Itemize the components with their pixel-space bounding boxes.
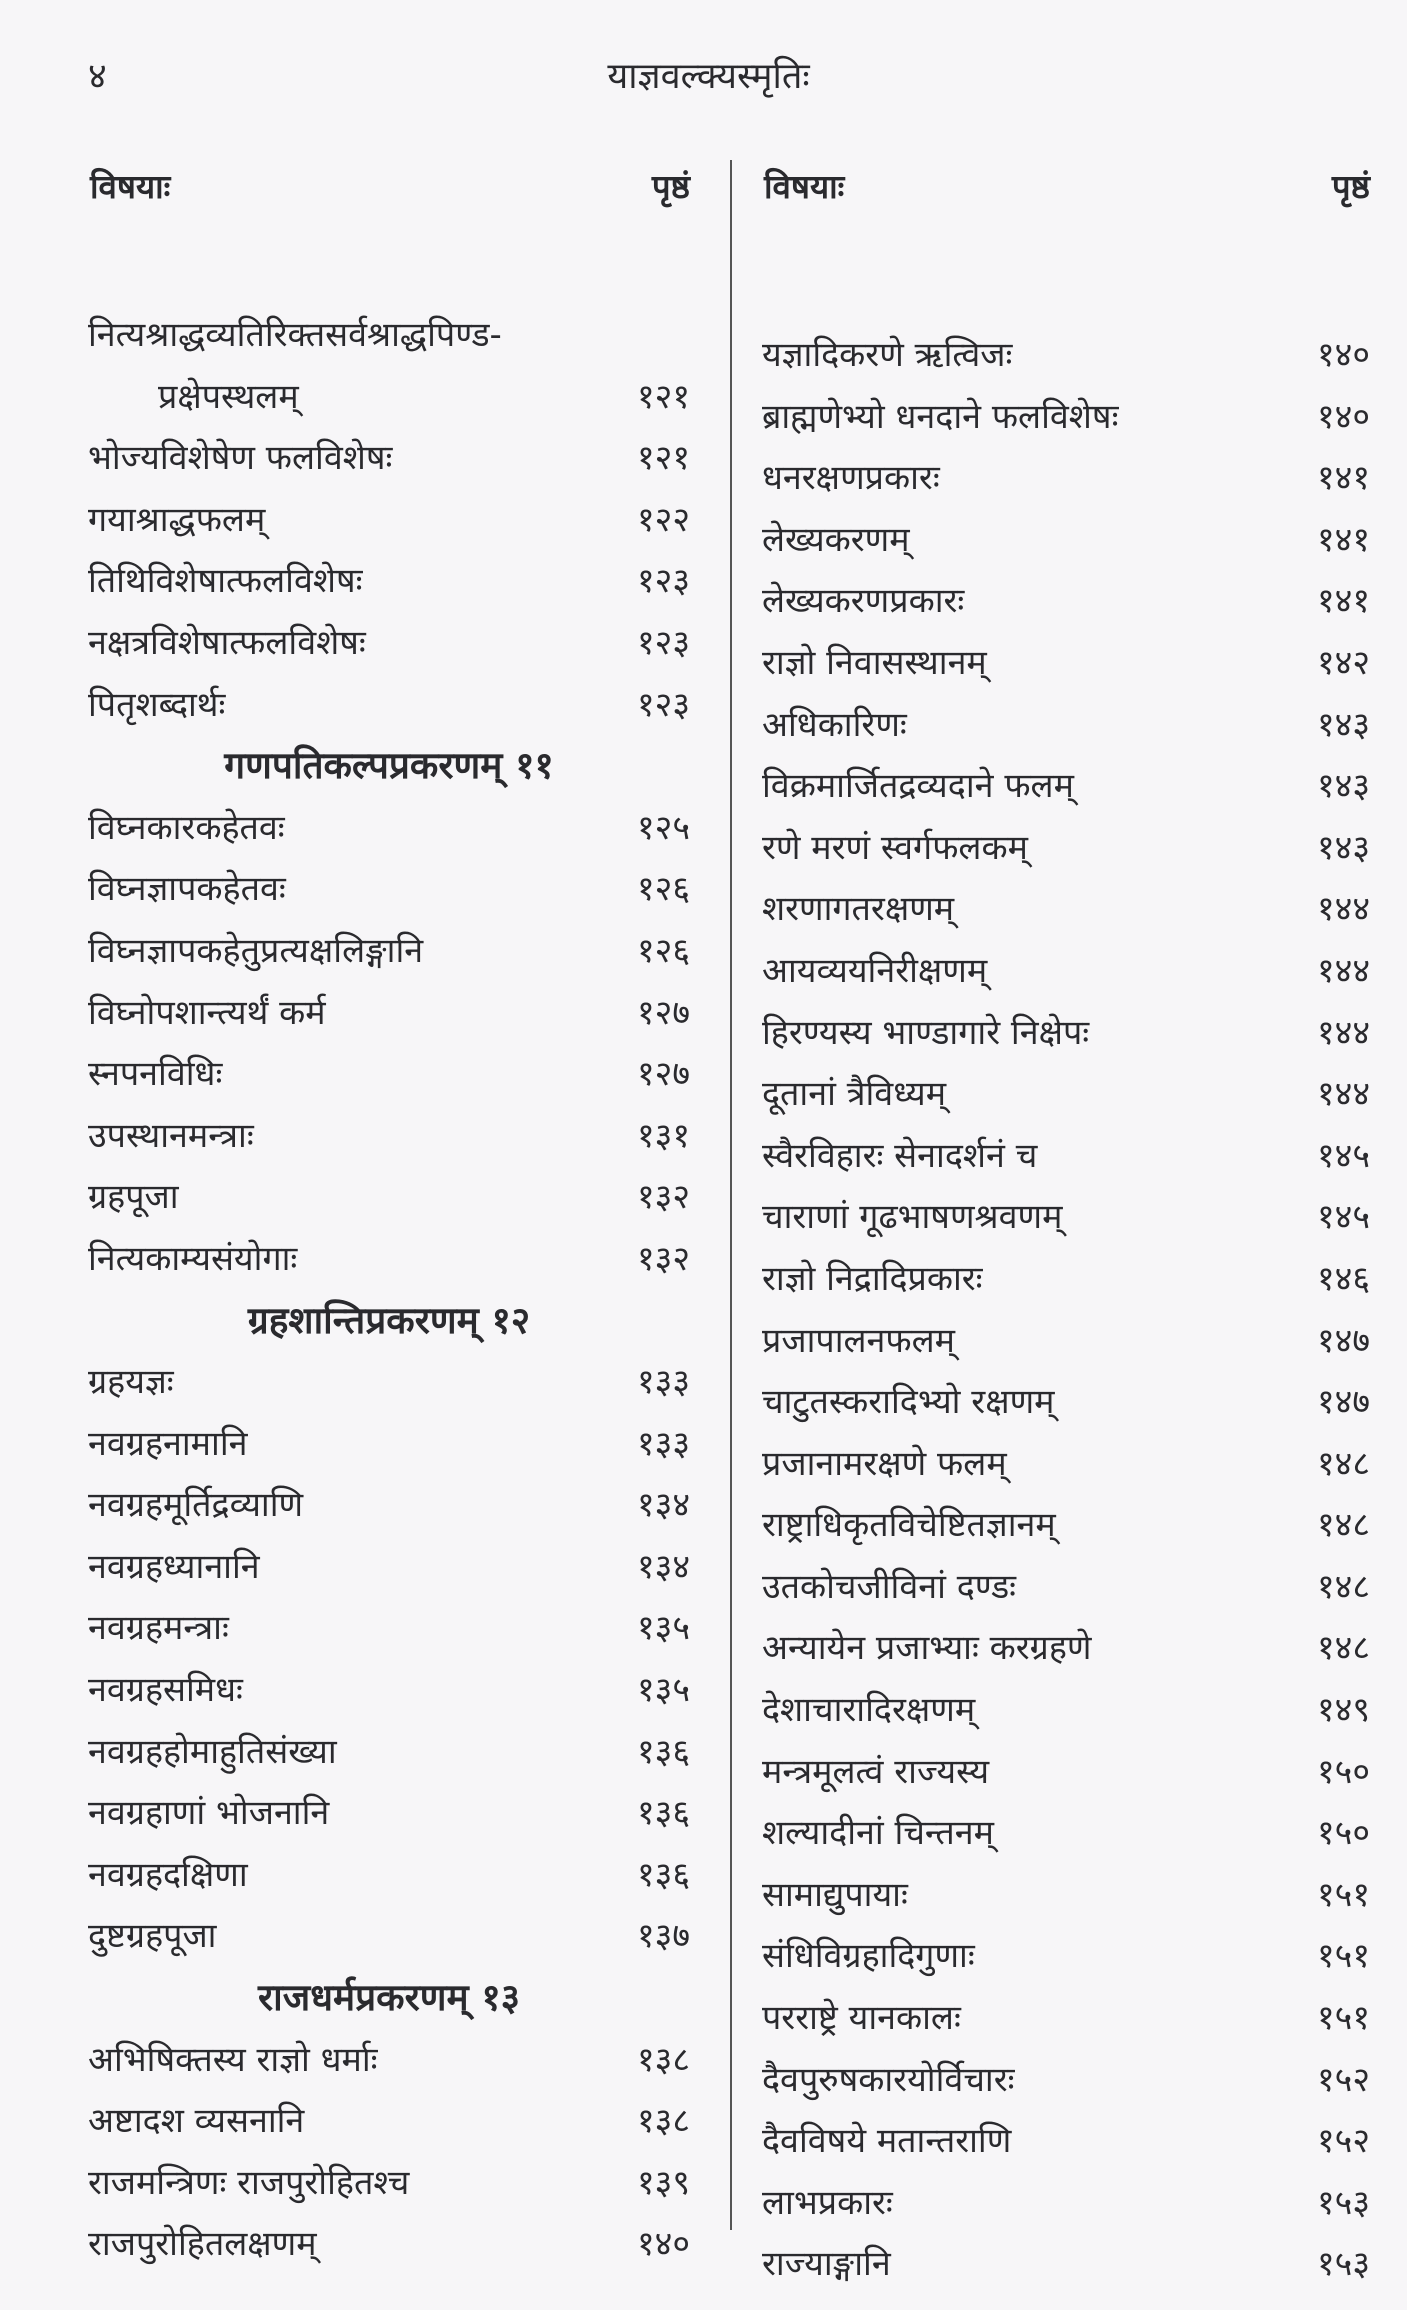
toc-entry: [88, 615, 690, 677]
toc-entry: [762, 1805, 1370, 1867]
toc-entry: [88, 1477, 690, 1539]
entry-subject: शल्यादीनां चिन्तनम्: [762, 1813, 994, 1854]
entry-page-number: १४०: [636, 2224, 690, 2265]
entry-page-number: १२२: [636, 499, 690, 540]
toc-entry: [762, 512, 1370, 574]
entry-subject: ब्राह्मणेभ्यो धनदाने फलविशेषः: [762, 396, 1119, 437]
entry-page-number: १४१: [1316, 458, 1370, 499]
toc-entry: [88, 430, 690, 492]
toc-entry: [88, 1416, 690, 1478]
entry-subject: लेख्यकरणम्: [762, 519, 910, 560]
entry-page-number: १३५: [636, 1670, 690, 1711]
column-divider: [730, 160, 732, 2230]
entry-page-number: १५०: [1316, 1813, 1370, 1854]
entry-subject: दैवपुरुषकारयोर्विचारः: [762, 2059, 1015, 2100]
toc-entry: [762, 943, 1370, 1005]
subject-column-heading: विषयाः: [764, 167, 845, 206]
entry-subject: नवग्रहध्यानानि: [88, 1546, 260, 1587]
toc-entry: [762, 881, 1370, 943]
toc-entry: [88, 1662, 690, 1724]
entry-page-number: १३९: [636, 2162, 690, 2203]
toc-entry: [88, 923, 690, 985]
entry-subject: विघ्नज्ञापकहेतवः: [88, 869, 286, 910]
toc-entry: [88, 1354, 690, 1416]
toc-entry: [88, 677, 690, 739]
toc-entry: [762, 450, 1370, 512]
entry-subject: मन्त्रमूलत्वं राज्यस्य: [762, 1751, 990, 1792]
entry-page-number: १४८: [1316, 1505, 1370, 1546]
entry-subject: चाराणां गूढभाषणश्रवणम्: [762, 1197, 1063, 1238]
entry-subject: नवग्रहमन्त्राः: [88, 1608, 229, 1649]
toc-entry: [88, 2216, 690, 2278]
entry-page-number: १४४: [1316, 1074, 1370, 1115]
entry-subject: राज्ञो निद्रादिप्रकारः: [762, 1258, 983, 1299]
section-title: ग्रहशान्तिप्रकरणम् १२: [247, 1298, 531, 1342]
entry-page-number: १३२: [636, 1238, 690, 1279]
toc-entry: [762, 1374, 1370, 1436]
entry-page-number: १५०: [1316, 1751, 1370, 1792]
section-title: राजधर्मप्रकरणम् १३: [258, 1976, 520, 2020]
toc-entry: [88, 1847, 690, 1909]
entry-page-number: १४७: [1316, 1382, 1370, 1423]
entry-page-number: १४४: [1316, 1012, 1370, 1053]
toc-entry: [762, 2052, 1370, 2114]
entry-page-number: १२३: [636, 622, 690, 663]
entry-page-number: १५३: [1316, 2182, 1370, 2223]
toc-entry: [762, 1313, 1370, 1375]
entry-subject: अधिकारिणः: [762, 704, 907, 745]
toc-entry: [762, 2236, 1370, 2298]
entry-subject: विक्रमार्जितद्रव्यदाने फलम्: [762, 766, 1074, 807]
entry-subject: शरणागतरक्षणम्: [762, 889, 955, 930]
toc-entry: [762, 1928, 1370, 1990]
entry-subject: ग्रहपूजा: [88, 1177, 179, 1218]
entry-subject: राजपुरोहितलक्षणम्: [88, 2224, 317, 2265]
toc-entry: [88, 2032, 690, 2094]
toc-entry: [88, 985, 690, 1047]
entry-page-number: १२३: [636, 684, 690, 725]
entry-subject: प्रजापालनफलम्: [762, 1320, 956, 1361]
entry-page-number: १४७: [1316, 1320, 1370, 1361]
section-heading: [88, 1293, 690, 1355]
toc-entry: [88, 800, 690, 862]
toc-entry: [762, 1436, 1370, 1498]
toc-entry: [88, 492, 690, 554]
entry-page-number: १४३: [1316, 704, 1370, 745]
entry-page-number: १३४: [636, 1546, 690, 1587]
entry-page-number: १४८: [1316, 1443, 1370, 1484]
right-entry-list: [762, 327, 1370, 2298]
entry-page-number: १२३: [636, 561, 690, 602]
entry-page-number: १४८: [1316, 1628, 1370, 1669]
entry-subject: पितृशब्दार्थः: [88, 684, 226, 725]
entry-subject: दैवविषये मतान्तराणि: [762, 2121, 1012, 2162]
entry-page-number: १३४: [636, 1485, 690, 1526]
entry-page-number: १४८: [1316, 1566, 1370, 1607]
toc-entry: [762, 1251, 1370, 1313]
entry-subject: स्नपनविधिः: [88, 1054, 223, 1095]
toc-entry: [762, 1620, 1370, 1682]
toc-entry: [88, 1108, 690, 1170]
entry-page-number: १४०: [1316, 335, 1370, 375]
toc-entry: [762, 1189, 1370, 1251]
toc-entry: [762, 1682, 1370, 1744]
toc-entry: [88, 1539, 690, 1601]
toc-entry: [762, 573, 1370, 635]
page-number: ४: [88, 56, 107, 97]
toc-entry: [88, 1046, 690, 1108]
entry-subject: नवग्रहसमिधः: [88, 1670, 243, 1711]
entry-page-number: १३६: [636, 1793, 690, 1834]
entry-page-number: १२७: [636, 1054, 690, 1095]
entry-page-number: १३८: [636, 2101, 690, 2142]
toc-entry: [88, 307, 690, 369]
right-column-header: [762, 155, 1370, 215]
entry-subject: चाटुतस्करादिभ्यो रक्षणम्: [762, 1382, 1055, 1423]
toc-entry: [762, 1990, 1370, 2052]
entry-page-number: १३३: [636, 1362, 690, 1403]
entry-page-number: १५२: [1316, 2121, 1370, 2162]
entry-subject: स्वैरविहारः सेनादर्शनं च: [762, 1135, 1038, 1176]
entry-subject: नवग्रहदक्षिणा: [88, 1854, 248, 1895]
section-heading: [88, 738, 690, 800]
entry-page-number: १४१: [1316, 581, 1370, 622]
entry-page-number: १५२: [1316, 2059, 1370, 2100]
entry-subject: प्रजानामरक्षणे फलम्: [762, 1443, 1007, 1484]
entry-page-number: १३७: [636, 1916, 690, 1957]
entry-page-number: १४९: [1316, 1690, 1370, 1731]
toc-entry: [762, 1559, 1370, 1621]
page-column-heading: पृष्ठं: [1331, 167, 1370, 206]
toc-entry: [762, 697, 1370, 759]
entry-page-number: १४१: [1316, 519, 1370, 560]
entry-page-number: १३६: [636, 1731, 690, 1772]
entry-page-number: १२५: [636, 807, 690, 848]
entry-page-number: १२६: [636, 869, 690, 910]
entry-page-number: १२१: [636, 376, 690, 417]
entry-page-number: १५३: [1316, 2244, 1370, 2285]
running-title: याज्ञवल्क्यस्मृतिः: [607, 56, 810, 97]
toc-entry: [88, 1231, 690, 1293]
entry-subject: ग्रहयज्ञः: [88, 1362, 174, 1403]
entry-subject: संधिविग्रहादिगुणाः: [762, 1936, 975, 1977]
toc-entry: [88, 1908, 690, 1970]
entry-subject: तिथिविशेषात्फलविशेषः: [88, 561, 363, 602]
subject-column-heading: विषयाः: [90, 167, 171, 206]
toc-entry: [762, 1497, 1370, 1559]
toc-entry: [88, 861, 690, 923]
section-title: गणपतिकल्पप्रकरणम् ११: [224, 744, 554, 788]
entry-subject: नक्षत्रविशेषात्फलविशेषः: [88, 622, 366, 663]
entry-page-number: १३८: [636, 2039, 690, 2080]
entry-subject: परराष्ट्रे यानकालः: [762, 1998, 961, 2039]
toc-entry: [762, 389, 1370, 451]
entry-subject: नवग्रहहोमाहुतिसंख्या: [88, 1731, 337, 1772]
entry-subject: नवग्रहमूर्तिद्रव्याणि: [88, 1485, 304, 1526]
entry-subject: अन्यायेन प्रजाभ्याः करग्रहणे: [762, 1628, 1092, 1669]
entry-subject: दूतानां त्रैविध्यम्: [762, 1074, 947, 1115]
entry-page-number: १३५: [636, 1608, 690, 1649]
entry-page-number: १५१: [1316, 1936, 1370, 1977]
entry-subject: हिरण्यस्य भाण्डागारे निक्षेपः: [762, 1012, 1090, 1053]
entry-subject: यज्ञादिकरणे ऋत्विजः: [762, 335, 1013, 375]
entry-page-number: १३१: [636, 1115, 690, 1156]
toc-entry: [88, 1169, 690, 1231]
entry-page-number: १४३: [1316, 827, 1370, 868]
entry-subject: देशाचारादिरक्षणम्: [762, 1690, 976, 1731]
toc-entry: [762, 1744, 1370, 1806]
entry-page-number: १५१: [1316, 1998, 1370, 2039]
entry-subject: दुष्टग्रहपूजा: [88, 1916, 217, 1957]
section-heading: [88, 1970, 690, 2032]
toc-entry: [88, 553, 690, 615]
entry-page-number: १४३: [1316, 766, 1370, 807]
page-column-heading: पृष्ठं: [651, 167, 690, 206]
entry-subject: उपस्थानमन्त्राः: [88, 1115, 254, 1156]
entry-page-number: १२६: [636, 930, 690, 971]
entry-page-number: १३३: [636, 1423, 690, 1464]
entry-subject: विघ्नकारकहेतवः: [88, 807, 285, 848]
entry-subject: अभिषिक्तस्य राज्ञो धर्माः: [88, 2039, 378, 2080]
entry-page-number: १४५: [1316, 1197, 1370, 1238]
entry-page-number: १३६: [636, 1854, 690, 1895]
toc-entry: [762, 1005, 1370, 1067]
entry-page-number: १४४: [1316, 889, 1370, 930]
toc-entry: [762, 2175, 1370, 2237]
entry-subject: राष्ट्राधिकृतविचेष्टितज्ञानम्: [762, 1505, 1056, 1546]
entry-subject: अष्टादश व्यसनानि: [88, 2101, 305, 2142]
entry-subject: लेख्यकरणप्रकारः: [762, 581, 965, 622]
entry-page-number: १२७: [636, 992, 690, 1033]
toc-entry: [88, 1724, 690, 1786]
toc-entry: [762, 327, 1370, 389]
entry-subject: सामाद्युपायाः: [762, 1874, 908, 1915]
entry-subject: नित्यश्राद्धव्यतिरिक्तसर्वश्राद्धपिण्ड-: [88, 315, 502, 355]
entry-subject: राज्ञो निवासस्थानम्: [762, 642, 987, 683]
entry-subject: विघ्नज्ञापकहेतुप्रत्यक्षलिङ्गानि: [88, 930, 424, 971]
entry-subject: गयाश्राद्धफलम्: [88, 499, 266, 540]
entry-subject: नवग्रहाणां भोजनानि: [88, 1793, 330, 1834]
entry-subject: प्रक्षेपस्थलम्: [158, 376, 299, 417]
toc-entry: [88, 1600, 690, 1662]
toc-entry: [762, 820, 1370, 882]
toc-entry: [88, 1785, 690, 1847]
entry-subject: राज्याङ्गानि: [762, 2244, 891, 2285]
entry-page-number: १४०: [1316, 396, 1370, 437]
entry-subject: उतकोचजीविनां दण्डः: [762, 1566, 1017, 1607]
right-column: [762, 155, 1370, 2298]
left-entry-list: [88, 307, 690, 2278]
entry-page-number: १४२: [1316, 642, 1370, 683]
entry-subject: नित्यकाम्यसंयोगाः: [88, 1238, 298, 1279]
entry-page-number: १२१: [636, 438, 690, 479]
entry-subject: लाभप्रकारः: [762, 2182, 893, 2223]
entry-page-number: १३२: [636, 1177, 690, 1218]
entry-subject: धनरक्षणप्रकारः: [762, 458, 940, 499]
toc-entry: [88, 2155, 690, 2217]
entry-subject: राजमन्त्रिणः राजपुरोहितश्च: [88, 2162, 410, 2203]
toc-entry: [762, 2113, 1370, 2175]
toc-entry: [762, 1128, 1370, 1190]
toc-entry: [762, 635, 1370, 697]
toc-entry: [762, 758, 1370, 820]
toc-entry: [762, 1867, 1370, 1929]
entry-subject: विघ्नोपशान्त्यर्थं कर्म: [88, 992, 326, 1033]
entry-page-number: १४६: [1316, 1258, 1370, 1299]
toc-entry: [88, 369, 690, 431]
entry-subject: आयव्ययनिरीक्षणम्: [762, 950, 988, 991]
entry-subject: भोज्यविशेषेण फलविशेषः: [88, 438, 393, 479]
left-column-header: [88, 155, 690, 215]
entry-subject: रणे मरणं स्वर्गफलकम्: [762, 827, 1028, 868]
entry-page-number: १४५: [1316, 1135, 1370, 1176]
entry-page-number: १५१: [1316, 1874, 1370, 1915]
left-column: [88, 155, 690, 2278]
toc-entry: [88, 2093, 690, 2155]
toc-entry: [762, 1066, 1370, 1128]
entry-subject: नवग्रहनामानि: [88, 1423, 248, 1464]
entry-page-number: १४४: [1316, 950, 1370, 991]
